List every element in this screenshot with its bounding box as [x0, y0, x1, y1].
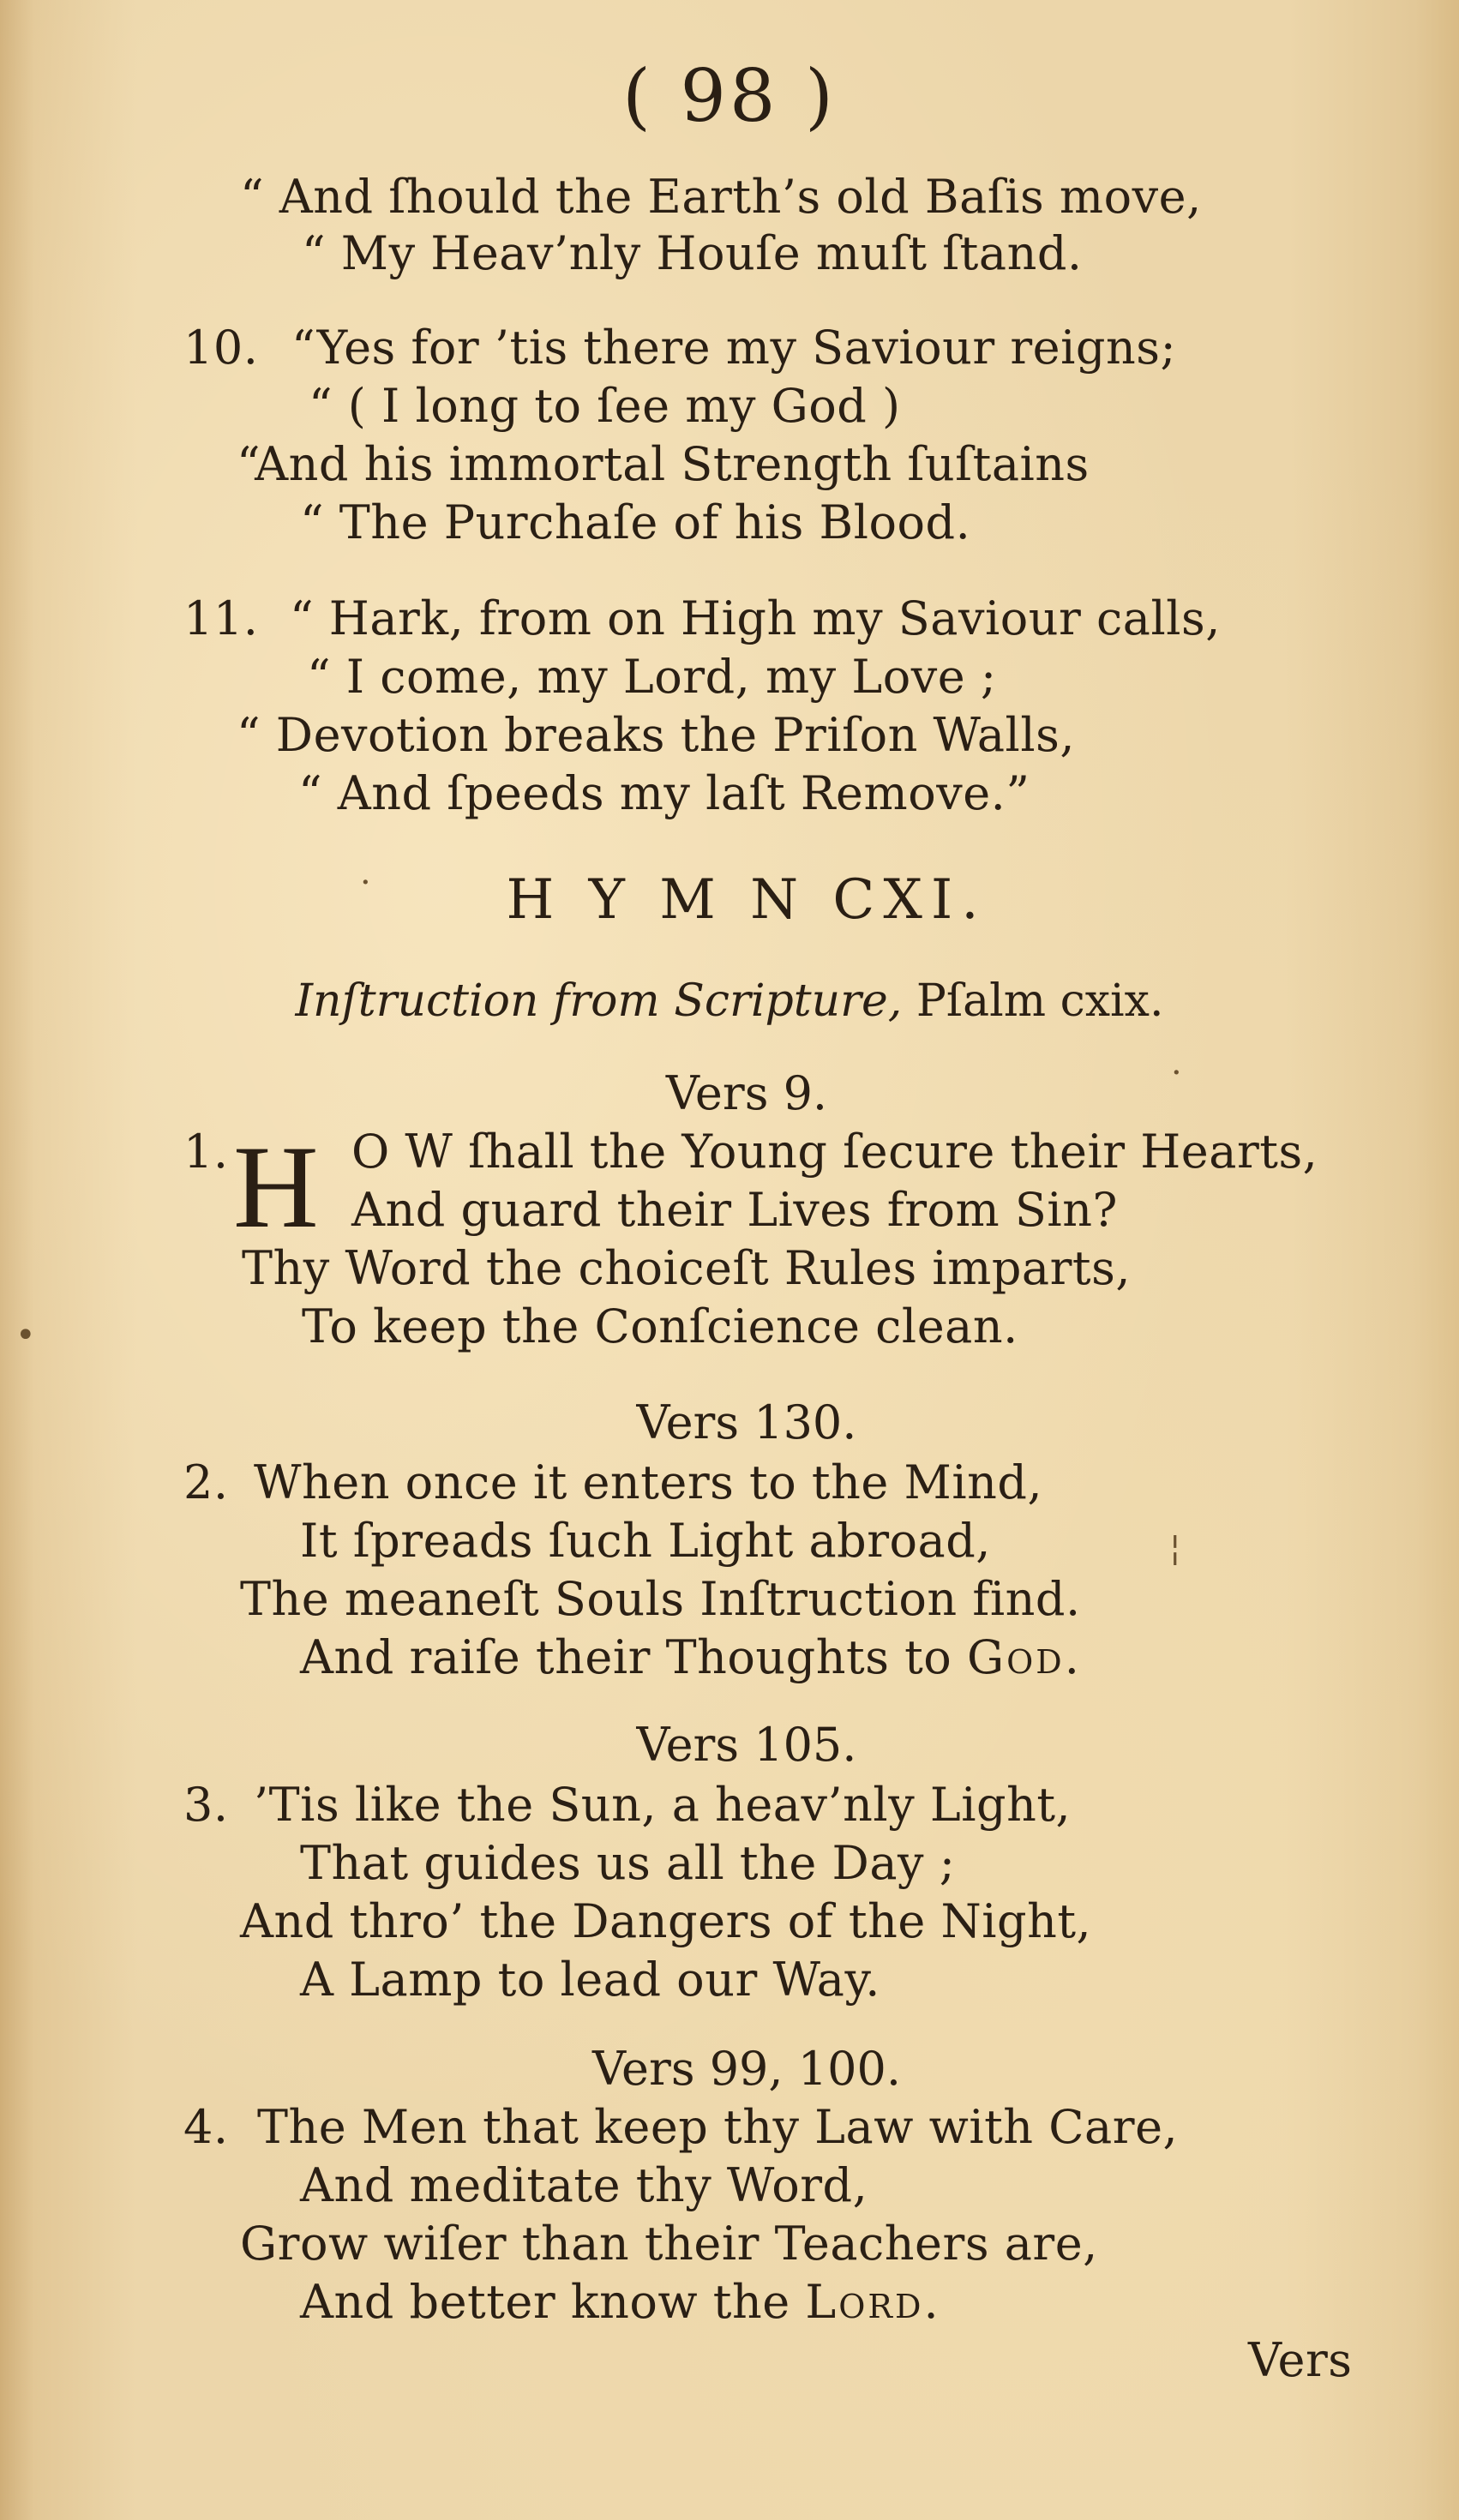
catchword: Vers	[1248, 2333, 1353, 2387]
hymn-subtitle-italic: Inſtruction from Scripture,	[295, 975, 903, 1027]
stray-mark-1: ·	[360, 863, 371, 903]
stanza-11-line-2: “ I come, my Lord, my Love ;	[307, 650, 997, 704]
verse-2-number: 2.	[183, 1455, 229, 1509]
stanza-10-line-4: “ The Purchaſe of his Blood.	[300, 495, 971, 549]
verse-2-line-4-text: And raiſe their Thoughts to	[300, 1630, 952, 1684]
verse-1-line-1: O W ſhall the Young ſecure their Hearts,	[351, 1125, 1318, 1179]
verse-2-reference: Vers 130.	[636, 1395, 857, 1449]
verse-2-line-3: The meaneſt Souls Inſtruction find.	[240, 1572, 1081, 1626]
verse-3-number: 3.	[183, 1778, 229, 1832]
stanza-10-line-1: “Yes for ’tis there my Saviour reigns;	[291, 321, 1177, 375]
verse-1-line-3: Thy Word the choiceſt Rules imparts,	[242, 1241, 1131, 1295]
verse-3-line-2: That guides us all the Day ;	[300, 1836, 956, 1890]
verse-4-line-4	[300, 2275, 941, 2330]
stray-mark-3: •	[15, 1316, 36, 1355]
verse-3-reference: Vers 105.	[636, 1718, 857, 1772]
hymn-title: H Y M N CXI.	[506, 868, 988, 932]
verse-4-line-2: And meditate thy Word,	[300, 2158, 868, 2212]
stanza-11-line-1: “ Hark, from on High my Saviour calls,	[290, 591, 1221, 645]
verse-4-number: 4.	[183, 2100, 229, 2154]
verse-4-line-4-text: And better know the	[300, 2275, 790, 2329]
hymn-subtitle-psalm: Pſalm cxix.	[916, 975, 1164, 1027]
verse-4-line-3: Grow wiſer than their Teachers are,	[240, 2217, 1098, 2271]
stanza-9-line-4: “ My Heav’nly Houſe muſt ſtand.	[302, 226, 1083, 280]
verse-1-drop-cap: H	[233, 1121, 319, 1252]
verse-2-line-2: It ſpreads ſuch Light abroad,	[300, 1514, 991, 1568]
verse-1-reference: Vers 9.	[665, 1066, 828, 1120]
verse-1-line-4: To keep the Conſcience clean.	[302, 1299, 1018, 1353]
stanza-11-line-4: “ And ſpeeds my laſt Remove.”	[298, 766, 1030, 820]
verse-3-line-1: ’Tis like the Sun, a heav’nly Light,	[254, 1778, 1072, 1832]
verse-4-line-1: The Men that keep thy Law with Care,	[257, 2100, 1179, 2154]
stray-mark-4: ¦	[1169, 1528, 1181, 1568]
verse-1-line-2: And guard their Lives from Sin?	[351, 1183, 1118, 1237]
verse-2-line-4	[300, 1630, 1082, 1685]
verse-3-line-4: A Lamp to lead our Way.	[300, 1953, 880, 2007]
stanza-10-number: 10.	[183, 321, 259, 375]
stray-mark-2: ·	[1171, 1053, 1182, 1093]
page-number-header: ( 98 )	[622, 54, 837, 138]
verse-4-lord: Lord.	[805, 2275, 941, 2329]
stanza-11-line-3: “ Devotion breaks the Priſon Walls,	[237, 708, 1075, 762]
verse-2-god: God.	[966, 1630, 1082, 1684]
stanza-10-line-3: “And his immortal Strength ſuſtains	[237, 437, 1090, 491]
verse-1-number: 1.	[183, 1125, 229, 1179]
verse-3-line-3: And thro’ the Dangers of the Night,	[240, 1894, 1092, 1948]
verse-4-reference: Vers 99, 100.	[592, 2042, 901, 2096]
stanza-9-line-3: “ And ſhould the Earth’s old Baſis move,	[240, 170, 1202, 224]
verse-2-line-1: When once it enters to the Mind,	[254, 1455, 1043, 1509]
stanza-10-line-2: “ ( I long to ſee my God )	[309, 379, 901, 433]
stanza-11-number: 11.	[183, 591, 259, 645]
hymn-subtitle	[0, 974, 1459, 1029]
